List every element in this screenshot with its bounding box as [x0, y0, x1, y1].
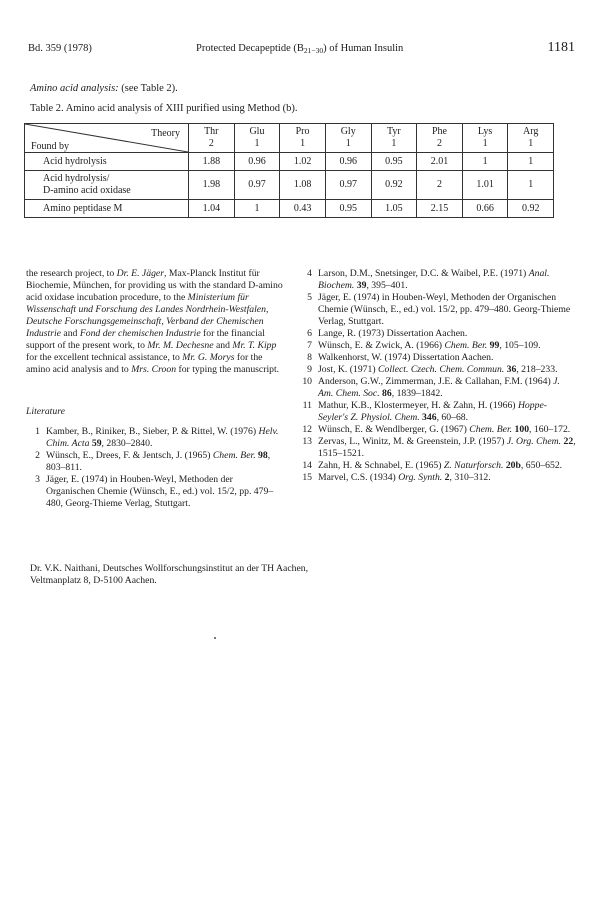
- reference-volume: 39: [354, 280, 367, 291]
- reference-authors: Lange, R. (1973) Dissertation Aachen.: [318, 328, 468, 339]
- table-cell: 1: [508, 153, 554, 171]
- reference-number: 11: [302, 400, 312, 411]
- row-label-line1: Acid hydrolysis/: [43, 173, 110, 184]
- running-title-pre: Protected Decapeptide (B: [196, 43, 304, 54]
- column-header: [508, 124, 554, 153]
- reference-text: [46, 426, 284, 450]
- reference-journal: Helv. Chim. Acta: [46, 426, 279, 449]
- section-label-italic: Amino acid analysis:: [30, 83, 119, 94]
- ack-name: Mr. M. Dechesne: [147, 340, 214, 351]
- reference-pages: , 650–652.: [520, 460, 563, 471]
- reference-authors: Mathur, K.B., Klostermeyer, H. & Zahn, H. (1966): [318, 400, 518, 411]
- table-header-row: [25, 124, 554, 153]
- table-cell: 1: [508, 171, 554, 200]
- reference-number: 8: [307, 352, 312, 363]
- right-column: [298, 268, 576, 484]
- reference-text: [318, 376, 576, 400]
- reference-journal: Chem. Ber.: [469, 424, 513, 435]
- reference-authors: Larson, D.M., Snetsinger, D.C. & Waibel, P.E. (1971): [318, 268, 529, 279]
- ack-text: and: [60, 328, 80, 339]
- reference-item: [298, 376, 576, 400]
- table-cell: 2: [417, 171, 463, 200]
- ack-text: and: [213, 340, 233, 351]
- address-line: Veltmanplatz 8, D-5100 Aachen.: [30, 575, 157, 586]
- reference-text: [318, 436, 576, 460]
- reference-journal: Org. Synth.: [398, 472, 443, 483]
- column-header: [325, 124, 371, 153]
- reference-item: [298, 340, 576, 352]
- reference-item: [298, 436, 576, 460]
- reference-item: [298, 364, 576, 376]
- reference-text: [318, 460, 576, 472]
- table-cell: 0.95: [325, 200, 371, 218]
- reference-volume: 59: [89, 438, 102, 449]
- reference-item: [298, 292, 576, 328]
- ack-text: , Max-Planck Institut für Biochemie, München, for providing us with the standard D-amino acid oxidase incubation procedure, to the: [26, 268, 283, 303]
- reference-journal: J. Am. Chem. Soc.: [318, 376, 560, 399]
- column-theory: 1: [391, 138, 397, 149]
- reference-text: [318, 268, 576, 292]
- reference-text: [318, 340, 576, 352]
- running-title-sub: 21−30: [303, 46, 324, 55]
- acknowledgement-paragraph: [26, 268, 284, 376]
- reference-volume: 20b: [503, 460, 521, 471]
- section-label: [30, 83, 178, 94]
- reference-journal: J. Org. Chem.: [506, 436, 562, 447]
- reference-pages: , 1839–1842.: [391, 388, 443, 399]
- table-cell: 0.95: [371, 153, 417, 171]
- reference-pages: , 395–401.: [366, 280, 408, 291]
- running-title-post: ) of Human Insulin: [323, 43, 404, 54]
- reference-authors: Jäger, E. (1974) in Houben-Weyl, Methoden der Organischen Chemie (Wünsch, E., ed.) vol. 15/2, pp. 479–480. Georg-Thieme Verlag, Stuttgart.: [318, 292, 571, 327]
- column-name: Lys: [477, 126, 493, 137]
- reference-pages: , 105–109.: [499, 340, 541, 351]
- ack-text: for the excellent technical assistance, to: [26, 352, 183, 363]
- reference-authors: Wünsch, E. & Zwick, A. (1966): [318, 340, 445, 351]
- corner-foundby-label: Found by: [31, 141, 70, 152]
- column-theory: 1: [300, 138, 306, 149]
- reference-volume: 2: [442, 472, 450, 483]
- table-cell: 0.97: [325, 171, 371, 200]
- reference-number: 15: [302, 472, 312, 483]
- reference-number: 5: [307, 292, 312, 303]
- left-column: [26, 268, 284, 510]
- reference-list-left: [26, 426, 284, 510]
- ack-funding-bodies: Ministerium für Wissenschaft und Forschung des Landes Nordrhein-Westfalen, Deutsche Forschungsgemeinschaft, Verband der Chemischen Industrie: [26, 292, 269, 339]
- reference-item: [26, 450, 284, 474]
- table-corner-cell: [25, 124, 189, 153]
- reference-text: [46, 450, 284, 474]
- reference-text: [318, 364, 576, 376]
- reference-number: 7: [307, 340, 312, 351]
- author-address: [30, 563, 308, 587]
- table-cell: 0.92: [371, 171, 417, 200]
- reference-authors: Marvel, C.S. (1934): [318, 472, 399, 483]
- column-theory: 1: [254, 138, 260, 149]
- table-cell: 1.04: [189, 200, 235, 218]
- table-cell: 1.08: [280, 171, 326, 200]
- reference-pages: , 310–312.: [449, 472, 491, 483]
- column-name: Pro: [295, 126, 310, 137]
- reference-number: 13: [302, 436, 312, 447]
- reference-authors: Kamber, B., Riniker, B., Sieber, P. & Rittel, W. (1976): [46, 426, 259, 437]
- table-cell: 0.66: [462, 200, 508, 218]
- reference-text: [318, 400, 576, 424]
- column-name: Phe: [431, 126, 447, 137]
- row-label-line2: D-amino acid oxidase: [43, 185, 131, 196]
- table-cell: 1.98: [189, 171, 235, 200]
- column-name: Gly: [340, 126, 356, 137]
- reference-volume: 100: [512, 424, 530, 435]
- reference-item: [26, 474, 284, 510]
- reference-journal: Chem. Ber.: [444, 340, 488, 351]
- reference-journal: Chem. Ber.: [212, 450, 256, 461]
- running-title: [196, 43, 403, 55]
- column-theory: 1: [482, 138, 488, 149]
- reference-item: [298, 400, 576, 424]
- reference-pages: , 1515–1521.: [318, 436, 576, 459]
- table-cell: 0.43: [280, 200, 326, 218]
- table-row: [25, 153, 554, 171]
- table-row: [25, 171, 554, 200]
- reference-item: [298, 352, 576, 364]
- reference-volume: 99: [487, 340, 500, 351]
- address-line: Dr. V.K. Naithani, Deutsches Wollforschungsinstitut an der TH Aachen,: [30, 563, 309, 574]
- reference-volume: 86: [379, 388, 392, 399]
- reference-journal: Collect. Czech. Chem. Commun.: [378, 364, 505, 375]
- column-name: Glu: [249, 126, 265, 137]
- reference-authors: Jäger, E. (1974) in Houben-Weyl, Methoden der Organischen Chemie (Wünsch, E., ed.) vol. 15/2, pp. 479–480, Georg-Thieme Verlag, Stuttgart.: [46, 474, 274, 509]
- reference-pages: , 218–233.: [516, 364, 558, 375]
- column-name: Tyr: [386, 126, 401, 137]
- row-label: Amino peptidase M: [25, 200, 189, 218]
- row-label: Acid hydrolysis: [25, 153, 189, 171]
- column-theory: 2: [436, 138, 442, 149]
- reference-journal: Anal. Biochem.: [318, 268, 550, 291]
- table-cell: 0.92: [508, 200, 554, 218]
- ack-name: Mr. G. Morys: [182, 352, 235, 363]
- reference-number: 4: [307, 268, 312, 279]
- ack-funding-body: Fond der chemischen Industrie: [79, 328, 201, 339]
- table-cell: 0.97: [234, 171, 280, 200]
- ack-text: for the financial support of the present work, to: [26, 328, 265, 351]
- column-header: [417, 124, 463, 153]
- reference-item: [26, 426, 284, 450]
- reference-text: [318, 292, 576, 328]
- table-cell: 0.96: [234, 153, 280, 171]
- reference-item: [298, 460, 576, 472]
- ack-text: for the amino acid analysis and to: [26, 352, 263, 375]
- reference-journal: Z. Naturforsch.: [443, 460, 504, 471]
- reference-authors: Wünsch, E., Drees, F. & Jentsch, J. (1965): [46, 450, 213, 461]
- page-header: [28, 40, 575, 56]
- ack-name: Mr. T. Kipp: [232, 340, 277, 351]
- column-name: Arg: [523, 126, 539, 137]
- ack-text: for typing the manuscript.: [176, 364, 280, 375]
- table-cell: 1.88: [189, 153, 235, 171]
- reference-number: 1: [35, 426, 40, 437]
- reference-authors: Walkenhorst, W. (1974) Dissertation Aachen.: [318, 352, 494, 363]
- corner-theory-label: Theory: [151, 128, 180, 139]
- table-cell: 0.96: [325, 153, 371, 171]
- row-label: [25, 171, 189, 200]
- table-cell: 1: [462, 153, 508, 171]
- section-label-rest: (see Table 2).: [118, 83, 178, 94]
- journal-volume: Bd. 359 (1978): [28, 43, 92, 54]
- column-header: [189, 124, 235, 153]
- literature-heading: Literature: [26, 406, 65, 417]
- reference-authors: Wünsch, E. & Wendlberger, G. (1967): [318, 424, 470, 435]
- reference-authors: Anderson, G.W., Zimmerman, J.E. & Callahan, F.M. (1964): [318, 376, 554, 387]
- reference-journal: Hoppe-Seyler's Z. Physiol. Chem.: [318, 400, 547, 423]
- column-theory: 2: [208, 138, 214, 149]
- table-cell: 2.01: [417, 153, 463, 171]
- table-caption: Table 2. Amino acid analysis of XIII purified using Method (b).: [30, 103, 298, 114]
- print-speck: [214, 637, 216, 639]
- table-cell: 1.02: [280, 153, 326, 171]
- table-cell: 2.15: [417, 200, 463, 218]
- column-header: [280, 124, 326, 153]
- reference-item: [298, 268, 576, 292]
- reference-number: 6: [307, 328, 312, 339]
- reference-pages: , 60–68.: [436, 412, 469, 423]
- table-cell: 1: [234, 200, 280, 218]
- reference-number: 12: [302, 424, 312, 435]
- column-theory: 1: [345, 138, 351, 149]
- reference-number: 2: [35, 450, 40, 461]
- page-number: 1181: [547, 40, 575, 55]
- column-header: [462, 124, 508, 153]
- reference-text: [318, 424, 576, 436]
- reference-volume: 98: [255, 450, 268, 461]
- reference-list-right: [298, 268, 576, 484]
- reference-authors: Zahn, H. & Schnabel, E. (1965): [318, 460, 444, 471]
- reference-number: 14: [302, 460, 312, 471]
- reference-pages: , 803–811.: [46, 450, 271, 473]
- ack-name: Dr. E. Jäger: [116, 268, 164, 279]
- reference-pages: , 160–172.: [529, 424, 571, 435]
- column-header: [234, 124, 280, 153]
- reference-text: [46, 474, 284, 510]
- reference-text: [318, 472, 576, 484]
- reference-text: [318, 328, 576, 340]
- column-name: Thr: [204, 126, 219, 137]
- reference-item: [298, 328, 576, 340]
- reference-volume: 22: [561, 436, 574, 447]
- amino-acid-table: [24, 123, 554, 218]
- reference-number: 10: [302, 376, 312, 387]
- reference-volume: 36: [504, 364, 517, 375]
- ack-text: the research project, to: [26, 268, 117, 279]
- table-row: [25, 200, 554, 218]
- column-theory: 1: [528, 138, 534, 149]
- reference-number: 3: [35, 474, 40, 485]
- reference-pages: , 2830–2840.: [101, 438, 153, 449]
- column-header: [371, 124, 417, 153]
- reference-volume: 346: [419, 412, 437, 423]
- table-cell: 1.01: [462, 171, 508, 200]
- ack-name: Mrs. Croon: [131, 364, 177, 375]
- reference-item: [298, 472, 576, 484]
- table-cell: 1.05: [371, 200, 417, 218]
- reference-authors: Zervas, L., Winitz, M. & Greenstein, J.P. (1957): [318, 436, 507, 447]
- reference-authors: Jost, K. (1971): [318, 364, 379, 375]
- reference-item: [298, 424, 576, 436]
- reference-text: [318, 352, 576, 364]
- reference-number: 9: [307, 364, 312, 375]
